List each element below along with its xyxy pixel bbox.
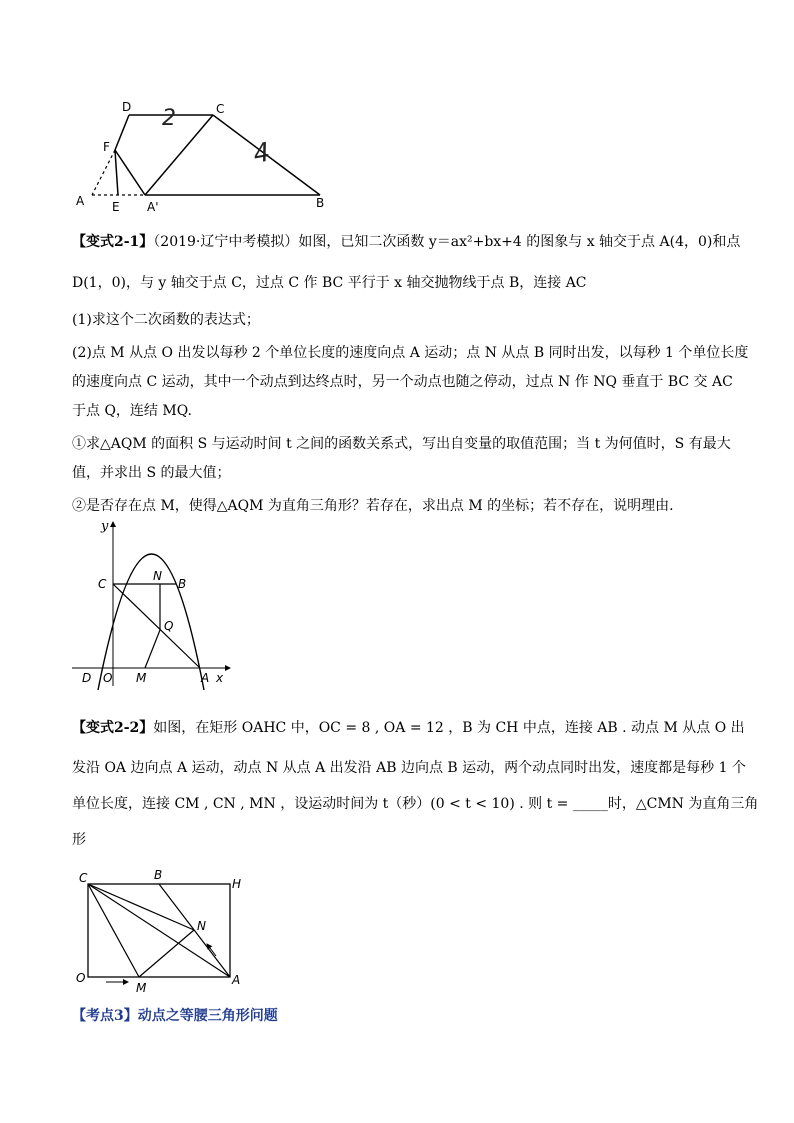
segment-cn [88,884,194,930]
label-o: O [103,671,113,685]
problem-2-2-line1: 【变式2-2】如图，在矩形 OAHC 中，OC = 8 , OA = 12 ，B 为 CH 中点，连接 AB . 动点 M 从点 O 出 [72,720,745,736]
label-c: C [79,871,88,885]
label-c: C [216,102,225,116]
question-2-line1: (2)点 M 从点 O 出发以每秒 2 个单位长度的速度向点 A 运动；点 N 从点 B 同时出发，以每秒 1 个单位长度 [72,345,749,361]
question-2-line2: 的速度向点 C 运动，其中一个动点到达终点时，另一个动点也随之停动，过点 N 作 NQ 垂直于 BC 交 AC [72,374,733,390]
segment-ca [88,884,230,977]
label-m: M [136,981,147,995]
label-b: B [316,196,325,210]
segment-mn [139,930,194,977]
label-b: B [178,577,187,591]
label-d: D [122,100,132,114]
problem-tag: 【变式2-1】 [72,234,154,250]
problem-2-2-line4: 形 [72,832,86,848]
label-c: C [98,577,107,591]
label-n: N [197,919,206,933]
segment-fa-dashed [92,150,115,195]
label-n: N [153,569,162,583]
figure-parabola [70,518,240,690]
label-o: O [76,971,86,985]
subquestion-1-line2: 值，并求出 S 的最大值； [72,465,231,481]
label-d: D [82,671,92,685]
label-a: A [76,194,85,208]
label-q: Q [164,619,174,633]
label-f: F [103,140,110,154]
problem-2-1-line1: 【变式2-1】（2019·辽宁中考模拟）如图，已知二次函数 y＝ax²+bx+4 的图象与 x 轴交于点 A(4，0)和点 [72,234,741,250]
segment-a-prime-c [145,115,213,195]
question-1: (1)求这个二次函数的表达式； [72,312,260,328]
label-h: H [232,877,242,891]
parabola-curve [98,554,204,690]
handwritten-2: 2 [162,106,176,131]
segment-fe [115,150,118,195]
label-y: y [101,519,109,534]
segment-cm [88,884,139,977]
label-m: M [136,671,147,685]
segment-mq [145,630,160,668]
question-2-line3: 于点 Q，连结 MQ. [72,403,192,419]
problem-2-2-line2: 发沿 OA 边向点 A 运动，动点 N 从点 A 出发沿 AB 边向点 B 运动，两个动点同时出发，速度都是每秒 1 个 [72,760,746,776]
label-a-prime: A' [147,200,159,214]
segment-ca [113,584,200,668]
label-x: x [216,671,224,685]
label-a: A [201,671,210,685]
section-title: 动点之等腰三角形问题 [137,1008,278,1024]
label-b: B [154,868,163,882]
problem-2-1-line2: D(1，0)，与 y 轴交于点 C，过点 C 作 BC 平行于 x 轴交抛物线于点 B，连接 AC [72,275,587,291]
subquestion-1-line1: ①求△AQM 的面积 S 与运动时间 t 之间的函数关系式，写出自变量的取值范围；当 t 为何值时，S 有最大 [72,436,731,452]
handwritten-4: 4 [251,137,273,170]
arrow-n-direction [207,944,216,956]
label-a: A [232,973,241,987]
problem-tag: 【变式2-2】 [72,720,154,736]
segment-ab [159,884,230,977]
section-heading [72,1006,278,1026]
figure-trapezoid [70,95,340,220]
problem-2-2-line3: 单位长度，连接 CM , CN , MN ，设运动时间为 t（秒）(0 < t < 10) . 则 t = _____时，△CMN 为直角三角 [72,796,759,812]
segment-df [115,115,129,150]
figure-rectangle [70,868,250,996]
subquestion-2: ②是否存在点 M，使得△AQM 为直角三角形？若存在，求出点 M 的坐标；若不存在，说明理由. [72,498,674,514]
segment-fa-prime [115,150,145,195]
section-tag: 【考点3】 [72,1008,138,1024]
label-e: E [112,200,120,214]
